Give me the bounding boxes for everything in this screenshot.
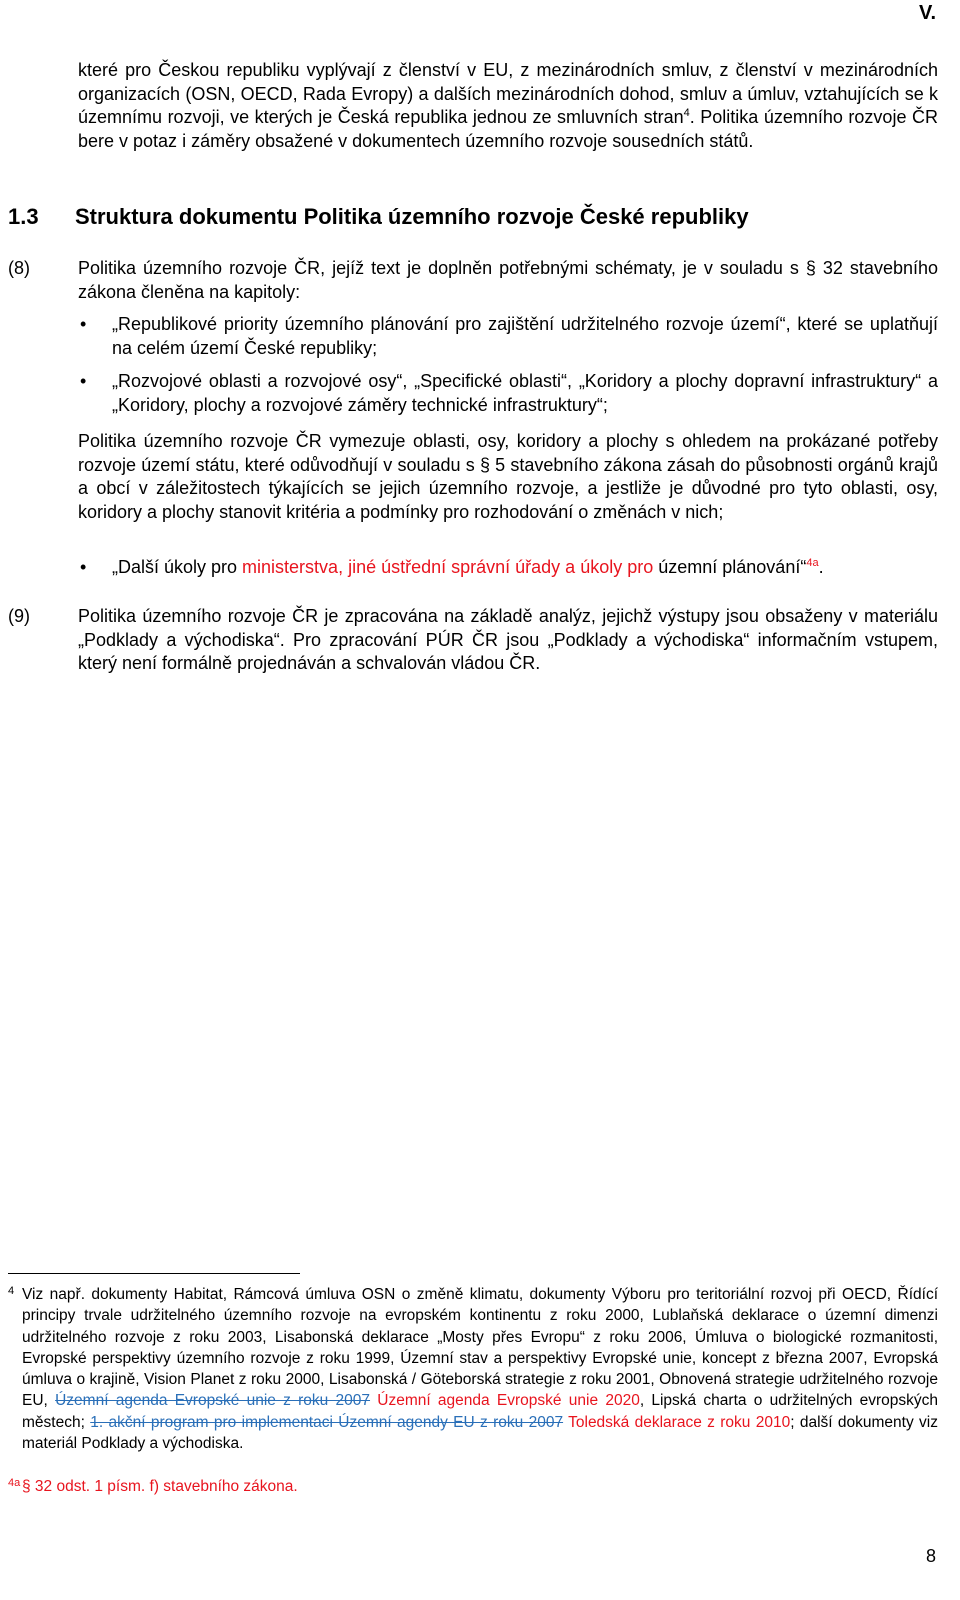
- section-heading: [8, 204, 938, 230]
- paragraph-9: [8, 605, 938, 676]
- bullet-dot-icon: •: [80, 371, 87, 391]
- footnote-ref-4[interactable]: 4: [683, 107, 690, 120]
- bullet-item-3-text-a: „Další úkoly pro: [112, 557, 243, 577]
- bullet-item-3-end: .: [818, 557, 824, 577]
- bullet-item-2: [78, 370, 938, 417]
- bullet-dot-icon: •: [80, 314, 87, 334]
- page-section-marker: V.: [918, 2, 936, 24]
- section-title: Struktura dokumentu Politika územního rozvoje České republiky: [75, 204, 749, 229]
- footnote-ref-4a[interactable]: 4a: [806, 557, 819, 569]
- footnote-4-inserted-1: Územní agenda Evropské unie 2020: [370, 1392, 640, 1410]
- page-number: 8: [925, 1546, 936, 1566]
- bullet-item-3-text-b: územní plánování“: [653, 557, 807, 577]
- footnote-4-text-c: ; další dokumenty viz materiál Podklady a východiska.: [22, 1413, 938, 1453]
- footnote-4-marker: 4: [8, 1285, 15, 1297]
- paragraph-8-text: Politika územního rozvoje ČR, jejíž text je doplněn potřebnými schématy, je v souladu s § 32 stavebního zákona členěna na kapitoly:: [78, 258, 938, 302]
- paragraph-9-text: Politika územního rozvoje ČR je zpracována na základě analýz, jejichž výstupy jsou obsaženy v materiálu „Podklady a východiska“. Pro zpracování PÚR ČR jsou „Podklady a východiska“ informačním vstupem, který není formálně projednáván a schvalován vládou ČR.: [78, 606, 938, 674]
- bullet-item-1: [78, 313, 938, 360]
- footnote-4a-text: § 32 odst. 1 písm. f) stavebního zákona.: [22, 1478, 298, 1495]
- intro-text-a: které pro Českou republiku vyplývají z členství v EU, z mezinárodních smluv, z členství v mezinárodních organizacích (OSN, OECD, Rada Evropy) a dalších mezinárodních dohod, smluv a úmluv, vztahujících se k územnímu rozvoji, ve kterých je Česká republika jednou ze smluvních stran: [78, 60, 938, 128]
- middle-paragraph: Politika územního rozvoje ČR vymezuje oblasti, osy, koridory a plochy s ohledem na prokázané potřeby rozvoje území státu, které odůvodňují v souladu s § 5 stavebního zákona zásah do působnosti orgánů krajů a obcí v záležitostech týkajících se jejich územního rozvoje, a jestliže je důvodné pro tyto oblasti, osy, koridory a plochy stanovit kritéria a podmínky pro rozhodování o změnách v nich;: [78, 431, 938, 522]
- footnote-4-text: [22, 1284, 938, 1454]
- intro-paragraph: [78, 59, 938, 153]
- footnote-4a-marker: 4a: [8, 1477, 21, 1489]
- footnote-divider: [8, 1273, 300, 1274]
- footnote-4-text-a: Viz např. dokumenty Habitat, Rámcová úmluva OSN o změně klimatu, dokumenty Výboru pro teritoriální rozvoj při OECD, Řídící principy trvale udržitelného územního rozvoje na evropském kontinentu z roku 2000, Lublaňská deklarace o územní dimenzi udržitelného rozvoje z roku 2003, Lisabonská deklarace „Mosty přes Evropu“ z roku 2006, Úmluva o biologické rozmanitosti, Evropské perspektivy územního rozvoje z roku 1999, Územní stav a perspektivy Evropské unie, koncept z března 2007, Evropská úmluva o krajině, Vision Planet z roku 2000, Lisabonská / Göteborská strategie z roku 2001, Obnovená strategie udržitelného rozvoje EU,: [22, 1286, 938, 1410]
- footnote-4: [8, 1284, 938, 1454]
- bullet-item-3-inserted-text: ministerstva, jiné ústřední správní úřady a úkoly pro: [242, 557, 654, 577]
- footnote-4-inserted-2: Toledská deklarace z roku 2010: [563, 1413, 791, 1431]
- footnote-4-text-b: , Lipská charta o udržitelných evropských městech;: [22, 1392, 938, 1431]
- paragraph-9-number: (9): [8, 606, 30, 626]
- footnote-4-deleted-2: 1. akční program pro implementaci Územní agendy EU z roku 2007: [90, 1413, 564, 1431]
- bullet-dot-icon: •: [80, 557, 87, 577]
- footnote-4a: [8, 1476, 938, 1497]
- intro-text-b: . Politika územního rozvoje ČR bere v potaz i záměry obsažené v dokumentech územního rozvoje sousedních států.: [78, 107, 938, 151]
- paragraph-8-number: (8): [8, 258, 30, 278]
- footnote-4-deleted-1: Územní agenda Evropské unie z roku 2007: [55, 1392, 371, 1410]
- bullet-item-1-text: „Republikové priority územního plánování pro zajištění udržitelného rozvoje území“, které se uplatňují na celém území České republiky;: [112, 314, 938, 358]
- bullet-item-2-text: „Rozvojové oblasti a rozvojové osy“, „Specifické oblasti“, „Koridory a plochy dopravní infrastruktury“ a „Koridory, plochy a rozvojové záměry technické infrastruktury“;: [112, 371, 938, 415]
- section-number: 1.3: [8, 204, 39, 229]
- paragraph-8: [8, 257, 938, 304]
- bullet-item-3: [78, 556, 938, 580]
